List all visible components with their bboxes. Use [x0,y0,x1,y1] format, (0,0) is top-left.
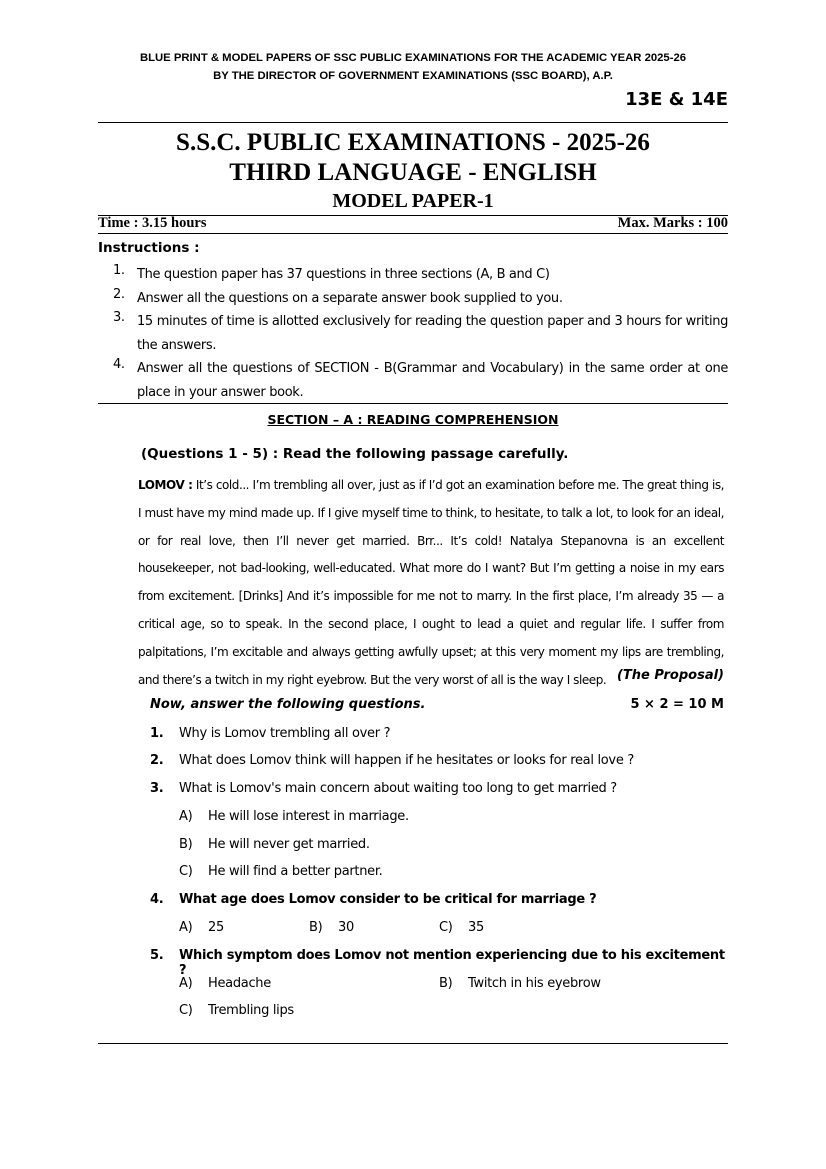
marks-allocation: 5 × 2 = 10 M [630,697,724,712]
passage-speaker: LOMOV : [138,478,193,492]
time-allowed: Time : 3.15 hours [98,215,207,231]
paper-code: 13E & 14E [625,89,728,110]
exam-meta [98,215,728,232]
option-label: C) [179,864,193,879]
option-label: A) [179,920,193,935]
option-label: B) [439,976,453,991]
question-range-heading: (Questions 1 - 5) : Read the following passage carefully. [141,446,569,462]
option-text: 30 [338,920,354,935]
option-text: Trembling lips [208,1003,294,1018]
passage-text: It’s cold... I’m trembling all over, just as if I’d got an examination before me. The great thing is, I must have my mind made up. If I give myself time to think, to hesitate, to talk a lot, to look for an ideal, or for real love, then I’ll never get married. Brr... It’s cold! Natalya Stepanovna is an excellent housekeeper, not bad-looking, well-educated. What more do I want? But I’m getting a noise in my ears from excitement. [Drinks] And it’s impossible for me not to marry. In the first place, I’m already 35 — a critical age, so to speak. In the second place, I ought to lead a quiet and regular life. I suffer from palpitations, I’m excitable and always getting awfully upset; at this very moment my lips are trembling, and there’s a twitch in my right eyebrow. But the very worst of all is the way I sleep. [138,478,724,687]
question-number: 1. [150,726,164,741]
option-label: A) [179,976,193,991]
section-end-divider [98,1043,728,1044]
question-text: What does Lomov think will happen if he hesitates or looks for real love ? [179,753,634,768]
board-header-line-1: BLUE PRINT & MODEL PAPERS OF SSC PUBLIC EXAMINATIONS FOR THE ACADEMIC YEAR 2025-26 [139,52,687,64]
question-text: What is Lomov's main concern about waiting too long to get married ? [179,781,617,796]
instruction-number: 3. [113,310,125,325]
passage-source: (The Proposal) [616,668,724,683]
subject-title: THIRD LANGUAGE - ENGLISH [229,159,597,186]
instruction-text: Answer all the questions on a separate answer book supplied to you. [137,291,563,306]
option-text: He will find a better partner. [208,864,383,879]
question-text: Which symptom does Lomov not mention experiencing due to his excitement ? [179,948,725,978]
paper-title: MODEL PAPER-1 [332,190,494,212]
questions-prompt: Now, answer the following questions. [150,697,426,712]
header-divider [98,122,728,123]
instruction-number: 4. [113,357,125,372]
reading-passage [138,472,724,694]
question-number: 2. [150,753,164,768]
option-label: B) [179,837,193,852]
section-a-title: SECTION – A : READING COMPREHENSION [267,412,559,427]
board-header-line-2: BY THE DIRECTOR OF GOVERNMENT EXAMINATIONS (SSC BOARD), A.P. [213,70,613,82]
instruction-text: 15 minutes of time is allotted exclusively for reading the question paper and 3 hours for writing the answers. [137,314,728,353]
option-text: Headache [208,976,271,991]
instruction-text: Answer all the questions of SECTION - B(Grammar and Vocabulary) in the same order at one place in your answer book. [137,361,728,400]
question-number: 5. [150,948,164,963]
instruction-number: 2. [113,287,125,302]
instruction-text: The question paper has 37 questions in three sections (A, B and C) [137,267,550,282]
option-label: C) [439,920,453,935]
instruction-number: 1. [113,263,125,278]
option-text: He will lose interest in marriage. [208,809,409,824]
question-number: 3. [150,781,164,796]
exam-title: S.S.C. PUBLIC EXAMINATIONS - 2025-26 [176,129,650,156]
question-number: 4. [150,892,164,907]
option-text: 25 [208,920,224,935]
question-text: Why is Lomov trembling all over ? [179,726,391,741]
option-label: C) [179,1003,193,1018]
option-text: 35 [468,920,484,935]
option-label: B) [309,920,323,935]
instructions-heading: Instructions : [98,240,200,256]
option-label: A) [179,809,193,824]
question-text: What age does Lomov consider to be critical for marriage ? [179,892,597,907]
meta-bottom-divider [98,233,728,234]
instructions-divider [98,403,728,404]
max-marks: Max. Marks : 100 [617,215,728,231]
option-text: Twitch in his eyebrow [468,976,601,991]
option-text: He will never get married. [208,837,370,852]
